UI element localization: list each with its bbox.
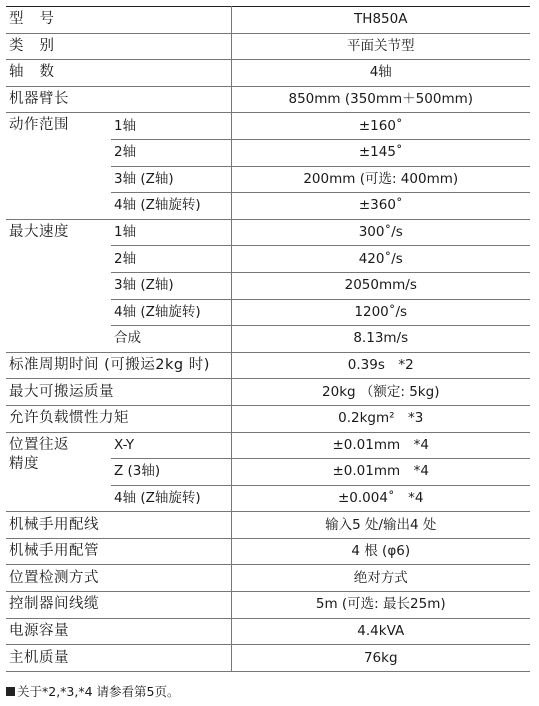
axis-value: 200mm (可选: 400mm) bbox=[231, 166, 530, 193]
axis-value: ±160˚ bbox=[231, 113, 530, 140]
row-label: 允许负载惯性力矩 bbox=[6, 405, 231, 432]
row-label: 机器臂长 bbox=[6, 86, 231, 113]
row-repeatability bbox=[6, 432, 530, 459]
axis-label: 4轴 (Z轴旋转) bbox=[111, 193, 231, 220]
axis-label: 1轴 bbox=[111, 219, 231, 246]
row-label: 最大可搬运质量 bbox=[6, 379, 231, 406]
row-label: 位置检测方式 bbox=[6, 565, 231, 592]
axis-label: 4轴 (Z轴旋转) bbox=[111, 485, 231, 512]
row-axes bbox=[6, 60, 530, 87]
row-value: 5m (可选: 最长25m) bbox=[231, 592, 530, 619]
axis-label: 3轴 (Z轴) bbox=[111, 272, 231, 299]
axis-value: ±0.004˚ *4 bbox=[231, 485, 530, 512]
row-value: 4轴 bbox=[231, 60, 530, 87]
group-label-motion-range: 动作范围 bbox=[6, 113, 111, 219]
spec-table bbox=[6, 6, 530, 672]
axis-label: 2轴 bbox=[111, 139, 231, 166]
row-category bbox=[6, 33, 530, 60]
row-cycle-time bbox=[6, 352, 530, 379]
row-label: 标准周期时间 (可搬运2kg 时) bbox=[6, 352, 231, 379]
row-label: 主机质量 bbox=[6, 645, 231, 672]
row-controller-cable bbox=[6, 592, 530, 619]
group-label-line: 位置往返 bbox=[9, 436, 69, 453]
group-label-line: 精度 bbox=[9, 455, 39, 472]
row-arm-length bbox=[6, 86, 530, 113]
row-label: 类别 bbox=[6, 33, 231, 60]
row-power-capacity bbox=[6, 618, 530, 645]
axis-value: 300˚/s bbox=[231, 219, 530, 246]
row-label: 机械手用配线 bbox=[6, 512, 231, 539]
row-value: 76kg bbox=[231, 645, 530, 672]
axis-label: 3轴 (Z轴) bbox=[111, 166, 231, 193]
row-inertia bbox=[6, 405, 530, 432]
footnote-text: 关于*2,*3,*4 请参看第5页。 bbox=[17, 684, 180, 699]
row-label: 电源容量 bbox=[6, 618, 231, 645]
row-model bbox=[6, 7, 530, 34]
row-value: 4.4kVA bbox=[231, 618, 530, 645]
row-label: 机械手用配管 bbox=[6, 538, 231, 565]
axis-value: 8.13m/s bbox=[231, 326, 530, 353]
row-position-detection bbox=[6, 565, 530, 592]
axis-label: 合成 bbox=[111, 326, 231, 353]
bullet-square-icon bbox=[6, 687, 15, 696]
axis-label: 4轴 (Z轴旋转) bbox=[111, 299, 231, 326]
row-value: 4 根 (φ6) bbox=[231, 538, 530, 565]
axis-label: 1轴 bbox=[111, 113, 231, 140]
row-wiring bbox=[6, 512, 530, 539]
row-motion-range bbox=[6, 113, 530, 140]
row-label: 型号 bbox=[6, 7, 231, 34]
axis-value: ±0.01mm *4 bbox=[231, 459, 530, 486]
row-max-speed bbox=[6, 219, 530, 246]
axis-value: 2050mm/s bbox=[231, 272, 530, 299]
row-value: 输入5 处/输出4 处 bbox=[231, 512, 530, 539]
footnote bbox=[6, 685, 179, 699]
row-value: TH850A bbox=[231, 7, 530, 34]
axis-value: 1200˚/s bbox=[231, 299, 530, 326]
axis-value: 420˚/s bbox=[231, 246, 530, 273]
row-piping bbox=[6, 538, 530, 565]
axis-value: ±0.01mm *4 bbox=[231, 432, 530, 459]
row-value: 0.39s *2 bbox=[231, 352, 530, 379]
row-label: 轴数 bbox=[6, 60, 231, 87]
group-label-max-speed: 最大速度 bbox=[6, 219, 111, 352]
row-value: 绝对方式 bbox=[231, 565, 530, 592]
row-value: 0.2kgm² *3 bbox=[231, 405, 530, 432]
row-value: 850mm (350mm＋500mm) bbox=[231, 86, 530, 113]
row-body-mass bbox=[6, 645, 530, 672]
row-label: 控制器间线缆 bbox=[6, 592, 231, 619]
row-value: 平面关节型 bbox=[231, 33, 530, 60]
axis-value: ±145˚ bbox=[231, 139, 530, 166]
row-max-payload bbox=[6, 379, 530, 406]
axis-label: Z (3轴) bbox=[111, 459, 231, 486]
row-value: 20kg （额定: 5kg) bbox=[231, 379, 530, 406]
group-label-repeatability bbox=[6, 432, 111, 512]
axis-label: X-Y bbox=[111, 432, 231, 459]
axis-label: 2轴 bbox=[111, 246, 231, 273]
axis-value: ±360˚ bbox=[231, 193, 530, 220]
